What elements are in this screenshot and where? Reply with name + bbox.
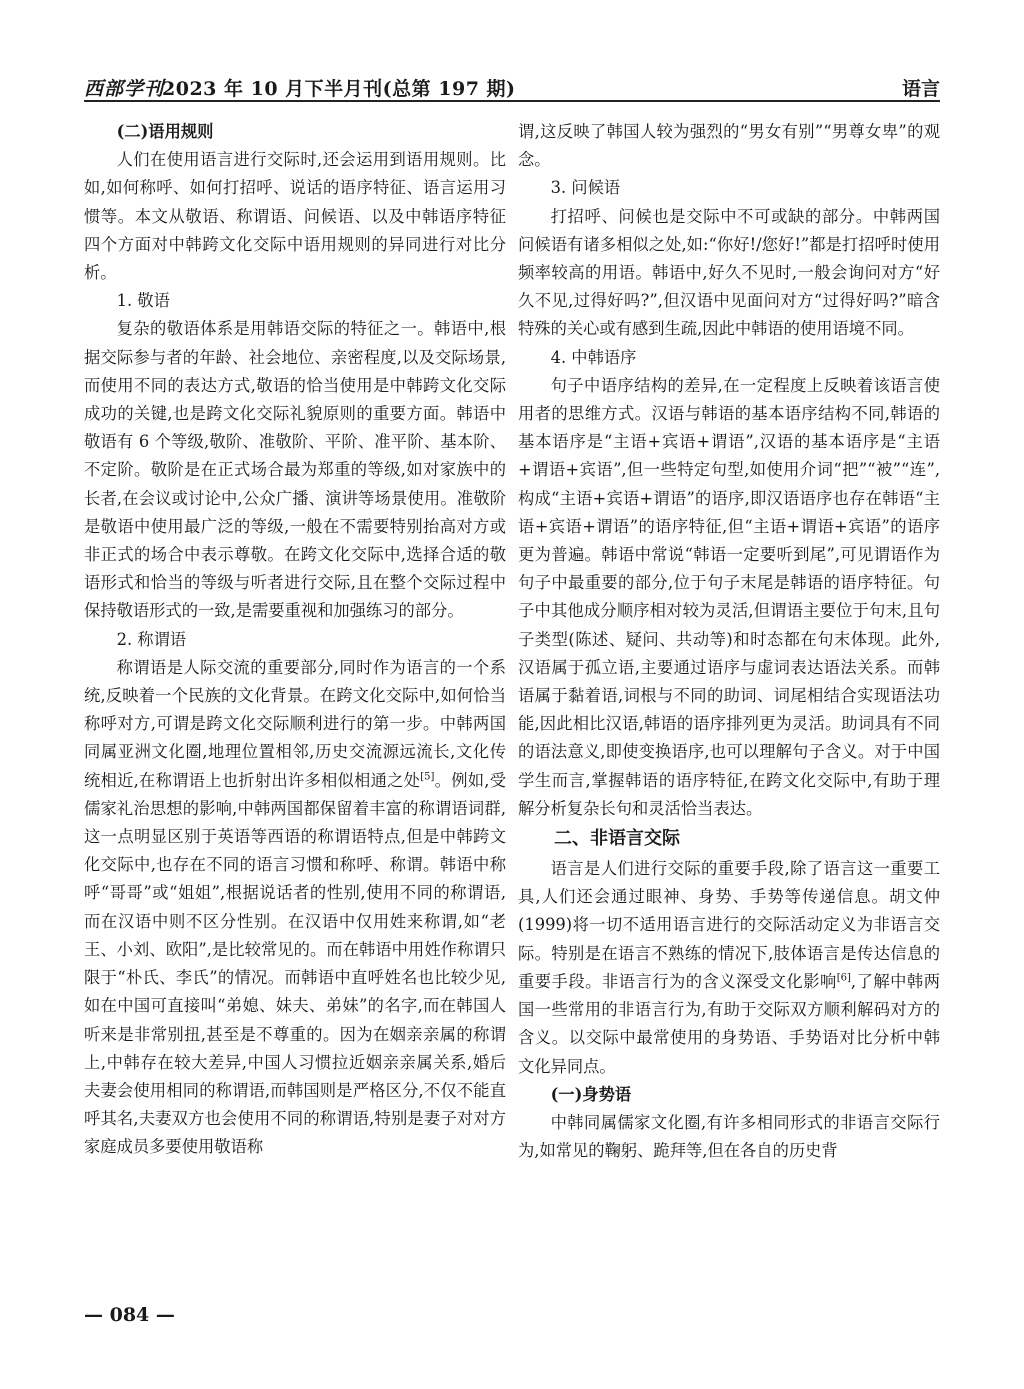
paragraph-address-part-b: 。例如,受儒家礼治思想的影响,中韩两国都保留着丰富的称谓语词群,这一点明显区别于英语等西语的称谓语特点,但是中韩跨文化交际中,也存在不同的语言习惯和称呼、称谓。韩语中称呼“哥哥”或“姐姐”,根据说话者的性别,使用不同的称谓语,而在汉语中则不区分性别。在汉语中仅用姓来称谓,如“老王、小刘、欧阳”,是比较常见的。而在韩语中用姓作称谓只限于“朴氏、李氏”的情况。而韩语中直呼姓名也比较少见,如在中国可直接叫“弟媳、妹夫、弟妹”的名字,而在韩国人听来是非常别扭,甚至是不尊重的。因为在姻亲亲属的称谓上,中韩存在较大差异,中国人习惯拉近姻亲亲属关系,婚后夫妻会使用相同的称谓语,而韩国则是严格区分,不仅不能直呼其名,夫妻双方也会使用不同的称谓语,特别是妻子对对方家庭成员多要使用敬语称 [84, 770, 506, 1157]
heading-greeting: 3. 问候语 [550, 178, 621, 198]
paragraph-address-continued: 谓,这反映了韩国人较为强烈的“男女有别”“男尊女卑”的观念。 [518, 122, 940, 170]
header-rule [84, 100, 940, 102]
paragraph-intro: 人们在使用语言进行交际时,还会运用到语用规则。比如,如何称呼、如何打招呼、说话的语序特征、语言运用习惯等。本文从敬语、称谓语、问候语、以及中韩语序特征四个方面对中韩跨文化交际中语用规则的异同进行对比分析。 [84, 150, 506, 283]
heading-address-terms: 2. 称谓语 [116, 629, 187, 649]
paragraph-nonverbal [518, 855, 940, 1081]
page-number: — 084 — [84, 1304, 175, 1326]
heading-body-language: (一)身势语 [550, 1084, 632, 1104]
section-label: 语言 [901, 78, 940, 100]
left-column [84, 118, 506, 1162]
paragraph-word-order: 句子中语序结构的差异,在一定程度上反映着该语言使用者的思维方式。汉语与韩语的基本语序结构不同,韩语的基本语序是“主语+宾语+谓语”,汉语的基本语序是“主语+谓语+宾语”,但一些特定句型,如使用介词“把”“被”“连”,构成“主语+宾语+谓语”的语序,即汉语语序也存在韩语“主语+宾语+谓语”的语序特征,但“主语+谓语+宾语”的语序更为普遍。韩语中常说“韩语一定要听到尾”,可见谓语作为句子中最重要的部分,位于句子末尾是韩语的语序特征。句子中其他成分顺序相对较为灵活,但谓语主要位于句末,且句子类型(陈述、疑问、共动等)和时态都在句末体现。此外,汉语属于孤立语,主要通过语序与虚词表达语法关系。而韩语属于黏着语,词根与不同的助词、词尾相结合实现语法功能,因此相比汉语,韩语的语序排列更为灵活。助词具有不同的语法意义,即使变换语序,也可以理解句子含义。对于中国学生而言,掌握韩语的语序特征,在跨文化交际中,有助于理解分析复杂长句和灵活恰当表达。 [518, 375, 940, 818]
journal-logo: 西部学刊 [84, 78, 165, 100]
heading-word-order: 4. 中韩语序 [550, 347, 637, 367]
paragraph-body-language: 中韩同属儒家文化圈,有许多相同形式的非语言交际行为,如常见的鞠躬、跪拜等,但在各自的历史背 [518, 1112, 940, 1161]
citation-5: [5] [420, 771, 435, 783]
right-column [518, 118, 940, 1165]
paragraph-nonverbal-part-b: ,了解中韩两国一些常用的非语言行为,有助于交际双方顺利解码对方的含义。以交际中最常使用的身势语、手势语对比分析中韩文化异同点。 [518, 971, 940, 1076]
heading-pragmatic-rules: (二)语用规则 [116, 122, 214, 141]
issue-info: 2023 年 10 月下半月刊(总第 197 期) [162, 78, 516, 100]
heading-nonverbal: 二、非语言交际 [554, 828, 680, 850]
paragraph-address-part-a: 称谓语是人际交流的重要部分,同时作为语言的一个系统,反映着一个民族的文化背景。在跨文化交际中,如何恰当称呼对方,可谓是跨文化交际顺利进行的第一步。中韩两国同属亚洲文化圈,地理位置相邻,历史交流源远流长,文化传统相近,在称谓语上也折射出许多相似相通之处 [84, 657, 506, 790]
heading-honorific: 1. 敬语 [116, 291, 170, 311]
page-header [84, 70, 940, 100]
citation-6: [6] [836, 972, 851, 984]
paragraph-greeting: 打招呼、问候也是交际中不可或缺的部分。中韩两国问候语有诸多相似之处,如:“你好!/您好!”都是打招呼时使用频率较高的用语。韩语中,好久不见时,一般会询问对方“好久不见,过得好吗?”,但汉语中见面问对方“过得好吗?”暗含特殊的关心或有感到生疏,因此中韩语的使用语境不同。 [518, 206, 940, 339]
paragraph-honorific: 复杂的敬语体系是用韩语交际的特征之一。韩语中,根据交际参与者的年龄、社会地位、亲密程度,以及交际场景,而使用不同的表达方式,敬语的恰当使用是中韩跨文化交际成功的关键,也是跨文化交际礼貌原则的重要方面。韩语中敬语有 6 个等级,敬阶、准敬阶、平阶、准平阶、基本阶、不定阶。敬阶是在正式场合最为郑重的等级,如对家族中的长者,在会议或讨论中,公众广播、演讲等场景使用。准敬阶是敬语中使用最广泛的等级,一般在不需要特别抬高对方或非正式的场合中表示尊敬。在跨文化交际中,选择合适的敬语形式和恰当的等级与听者进行交际,且在整个交际过程中保持敬语形式的一致,是需要重视和加强练习的部分。 [84, 319, 506, 621]
paragraph-nonverbal-part-a: 语言是人们进行交际的重要手段,除了语言这一重要工具,人们还会通过眼神、身势、手势等传递信息。胡文仲(1999)将一切不适用语言进行的交际活动定义为非语言交际。特别是在语言不熟练的情况下,肢体语言是传达信息的重要手段。非语言行为的含义深受文化影响 [518, 859, 940, 991]
paragraph-address-terms [84, 654, 506, 1162]
